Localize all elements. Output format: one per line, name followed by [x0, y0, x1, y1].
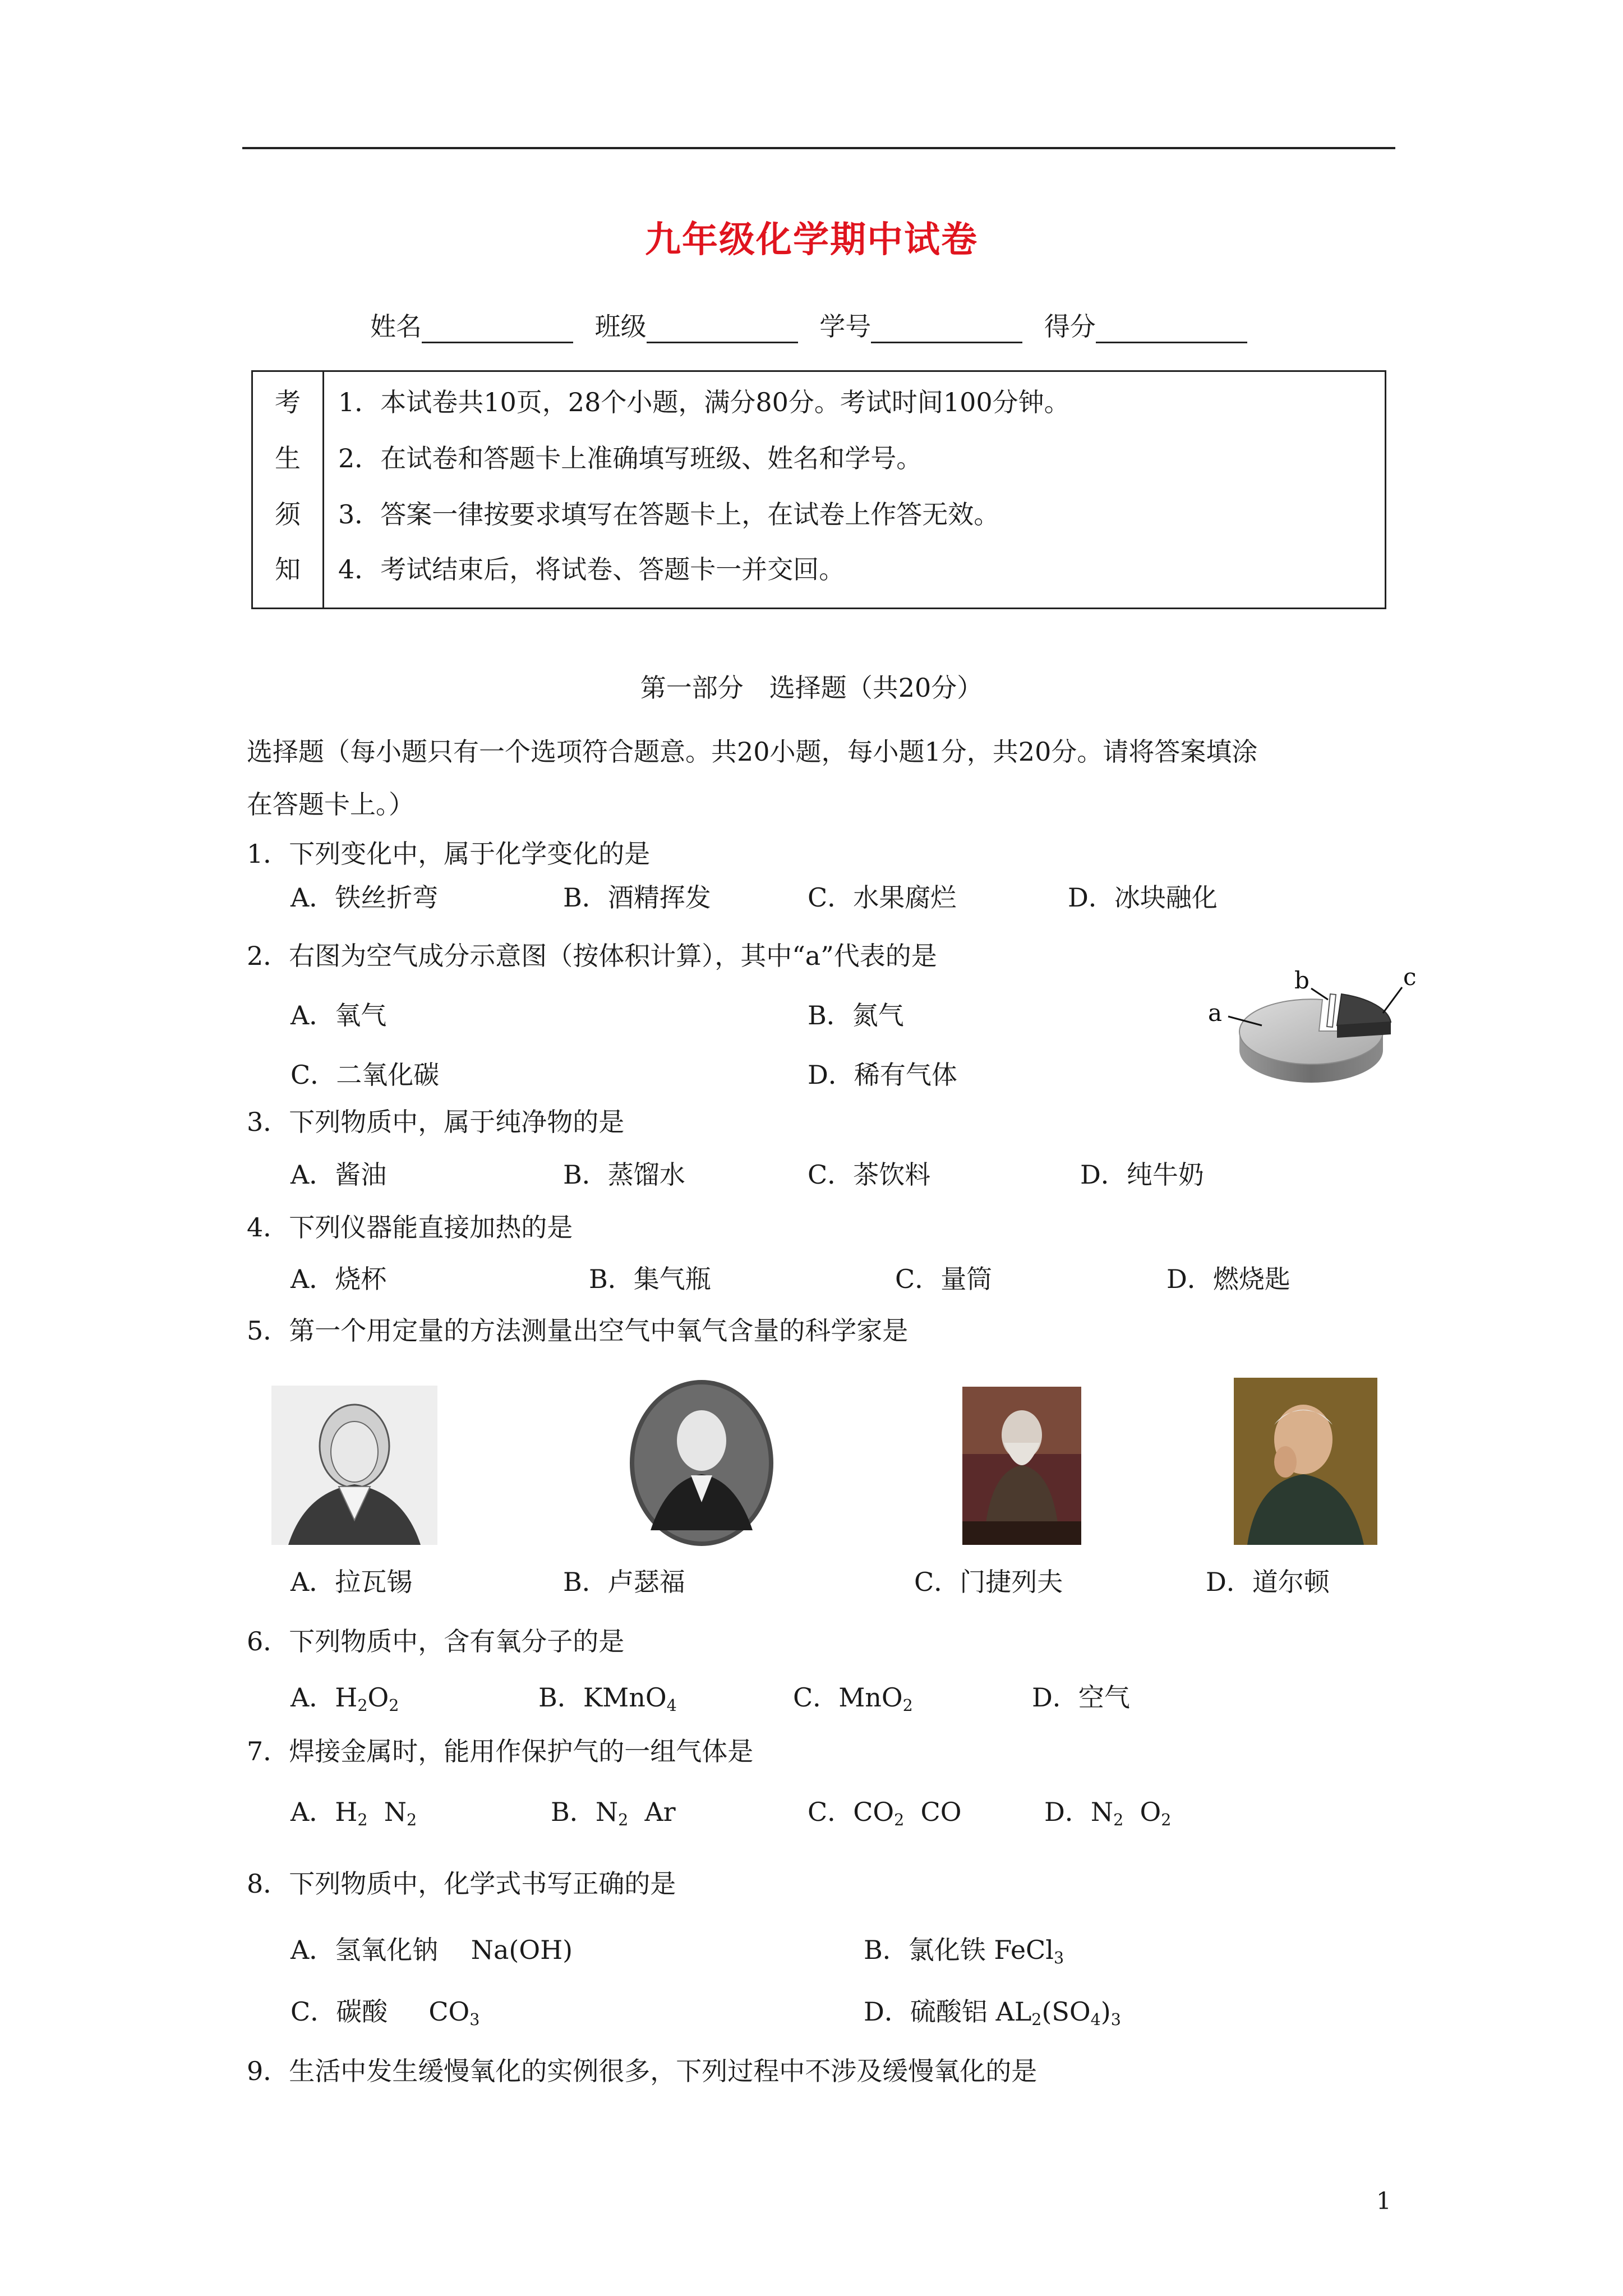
question-stem: 9．生活中发生缓慢氧化的实例很多，下列过程中不涉及缓慢氧化的是	[247, 2056, 1038, 2086]
option-label: D．	[1044, 1797, 1091, 1827]
option-formula: Na(OH)	[471, 1935, 573, 1965]
option-d[interactable]: D．冰块融化	[1068, 882, 1218, 913]
field-number-label: 学号	[819, 311, 872, 342]
option-b[interactable]: B．集气瓶	[589, 1264, 711, 1294]
question-stem: 6．下列物质中，含有氧分子的是	[247, 1626, 625, 1657]
portrait-mendeleev-image	[962, 1387, 1081, 1545]
question-stem: 8．下列物质中，化学式书写正确的是	[247, 1869, 676, 1899]
option-d[interactable]: D．硫酸铝 $AL_2(SO_4)_3$	[864, 1996, 1121, 2029]
question-stem: 4．下列仪器能直接加热的是	[247, 1212, 573, 1243]
exam-notice-box	[251, 370, 1386, 609]
option-d[interactable]: D．纯牛奶	[1080, 1159, 1204, 1190]
portrait-dalton-image	[1234, 1378, 1377, 1545]
field-class-label: 班级	[594, 311, 647, 342]
notice-item: 2．在试卷和答题卡上准确填写班级、姓名和学号。	[338, 443, 923, 473]
pie-slice-c	[1337, 994, 1391, 1025]
field-score-label: 得分	[1044, 311, 1096, 342]
question-stem: 5．第一个用定量的方法测量出空气中氧气含量的科学家是	[247, 1315, 909, 1346]
page-number: 1	[1376, 2187, 1391, 2215]
pie-label-b: b	[1294, 967, 1310, 994]
field-class-blank[interactable]	[647, 316, 798, 343]
option-d[interactable]: D．燃烧匙	[1166, 1264, 1290, 1294]
leader-line-b	[1311, 988, 1328, 1000]
option-c[interactable]: C．二氧化碳	[291, 1060, 440, 1090]
notice-side-char: 须	[275, 499, 301, 530]
pie-label-c: c	[1403, 965, 1417, 991]
option-d[interactable]: D．道尔顿	[1206, 1567, 1330, 1597]
option-b[interactable]: B．酒精挥发	[563, 882, 711, 913]
section-instruction: 在答题卡上。）	[247, 789, 414, 820]
option-a[interactable]: A．拉瓦锡	[291, 1567, 413, 1597]
option-d[interactable]: D．稀有气体	[808, 1060, 957, 1090]
option-label: A．	[291, 1797, 335, 1827]
option-label: C．碳酸	[291, 1996, 388, 2027]
option-a[interactable]: A．酱油	[291, 1159, 387, 1190]
option-b[interactable]: B．氮气	[808, 1000, 904, 1030]
portrait-lavoisier-image	[271, 1386, 437, 1545]
field-score-blank[interactable]	[1096, 316, 1247, 343]
option-b[interactable]: B．$N_2$ Ar	[551, 1797, 676, 1829]
option-b[interactable]: B．氯化铁 FeCl$_3$	[864, 1935, 1064, 1967]
option-c[interactable]: C．碳酸 $CO_3$	[291, 1996, 480, 2029]
portrait-rutherford-image	[628, 1379, 775, 1547]
option-label: B．氯化铁	[864, 1935, 986, 1965]
option-a[interactable]	[291, 1933, 573, 1967]
option-a[interactable]: A．$H_2$ $N_2$	[291, 1797, 417, 1829]
option-b[interactable]: B．卢瑟福	[563, 1567, 685, 1597]
option-label: A．氢氧化钠	[291, 1935, 439, 1965]
field-name-label: 姓名	[370, 311, 422, 342]
notice-item: 4．考试结束后，将试卷、答题卡一并交回。	[338, 554, 845, 585]
leader-line-c	[1383, 987, 1402, 1013]
question-stem: 7．焊接金属时，能用作保护气的一组气体是	[247, 1736, 754, 1766]
header-rule	[242, 147, 1395, 149]
notice-item: 1．本试卷共10页，28个小题，满分80分。考试时间100分钟。	[338, 387, 1070, 417]
notice-side-char: 生	[275, 443, 301, 473]
option-a[interactable]: A．氧气	[291, 1000, 387, 1030]
option-label: C．	[808, 1797, 854, 1827]
option-c[interactable]: C．MnO$_2$	[793, 1682, 913, 1715]
option-label: D．硫酸铝	[864, 1996, 988, 2027]
option-c[interactable]: C．门捷列夫	[914, 1567, 1063, 1597]
option-label: B．	[551, 1797, 596, 1827]
student-info-fields	[370, 310, 1261, 343]
field-name-blank[interactable]	[422, 316, 573, 343]
option-label: A．	[291, 1682, 335, 1713]
option-d[interactable]: D．空气	[1032, 1682, 1130, 1713]
air-composition-pie-diagram	[1195, 965, 1430, 1111]
notice-item: 3．答案一律按要求填写在答题卡上，在试卷上作答无效。	[338, 499, 1000, 530]
pie-label-a: a	[1208, 999, 1223, 1027]
page-title: 九年级化学期中试卷	[645, 219, 978, 261]
notice-side-char: 知	[275, 554, 301, 585]
option-c[interactable]: C．$CO_2$ CO	[808, 1797, 962, 1829]
option-label: C．	[793, 1682, 839, 1713]
option-d[interactable]: D．$N_2$ $O_2$	[1044, 1797, 1172, 1829]
notice-side-char: 考	[275, 387, 301, 417]
option-a[interactable]: A．铁丝折弯	[291, 882, 439, 913]
field-number-blank[interactable]	[871, 316, 1022, 343]
notice-side-label	[253, 372, 324, 608]
section-heading: 第一部分 选择题（共20分）	[640, 673, 983, 703]
option-c[interactable]: C．水果腐烂	[808, 882, 957, 913]
option-a[interactable]: A．烧杯	[291, 1264, 387, 1294]
option-a[interactable]: A．$H_2O_2$	[291, 1682, 399, 1715]
section-instruction: 选择题（每小题只有一个选项符合题意。共20小题，每小题1分，共20分。请将答案填涂	[247, 737, 1258, 767]
question-stem: 2．右图为空气成分示意图（按体积计算），其中“a”代表的是	[247, 941, 937, 971]
option-b[interactable]: B．蒸馏水	[563, 1159, 685, 1190]
option-b[interactable]: B．KMnO$_4$	[538, 1682, 677, 1715]
option-c[interactable]: C．茶饮料	[808, 1159, 931, 1190]
question-stem: 3．下列物质中，属于纯净物的是	[247, 1107, 625, 1137]
option-c[interactable]: C．量筒	[895, 1264, 993, 1294]
option-label: B．	[538, 1682, 583, 1713]
question-stem: 1．下列变化中，属于化学变化的是	[247, 839, 651, 869]
